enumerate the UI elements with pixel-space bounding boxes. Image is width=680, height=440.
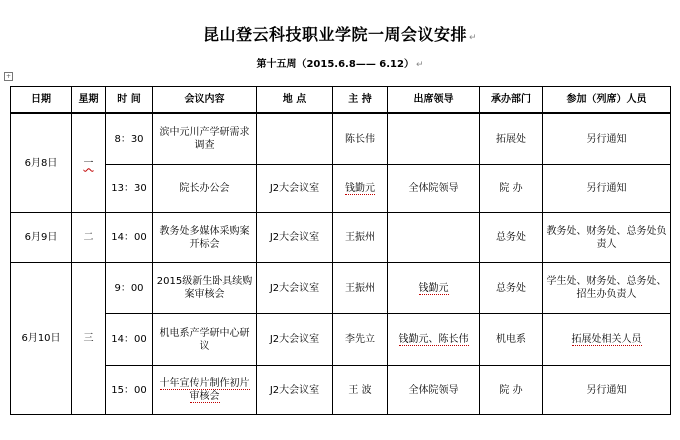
document-subtitle (0, 55, 680, 70)
date-cell: 6月10日 (11, 263, 72, 415)
location-cell: J2大会议室 (257, 213, 333, 263)
header-leaders: 出席领导 (388, 87, 480, 114)
host-cell: 李先立 (333, 314, 388, 366)
content-cell: 机电系产学研中心研议 (153, 314, 257, 366)
content-text: 十年宣传片制作初片审核会 (159, 378, 250, 402)
host-cell: 陈长伟 (333, 113, 388, 165)
header-dept: 承办部门 (480, 87, 543, 114)
time-cell: 14：00 (106, 213, 153, 263)
weekday-cell: 二 (72, 213, 106, 263)
table-header-row (11, 87, 671, 114)
location-cell: J2大会议室 (257, 366, 333, 415)
document-subtitle-text: 第十五周（2015.6.8—— 6.12） (256, 59, 414, 70)
table-row (11, 165, 671, 213)
leaders-cell (388, 263, 480, 314)
attendees-cell: 教务处、财务处、总务处负责人 (543, 213, 671, 263)
time-cell: 15：00 (106, 366, 153, 415)
leaders-text: 钱勤元、陈长伟 (398, 334, 469, 345)
content-cell: 教务处多媒体采购案开标会 (153, 213, 257, 263)
attendees-cell: 学生处、财务处、总务处、招生办负责人 (543, 263, 671, 314)
header-weekday: 星期 (72, 87, 106, 114)
attendees-cell: 另行通知 (543, 165, 671, 213)
host-cell: 王振州 (333, 213, 388, 263)
header-location: 地 点 (257, 87, 333, 114)
leaders-cell: 全体院领导 (388, 366, 480, 415)
location-cell: J2大会议室 (257, 314, 333, 366)
table-move-handle-icon[interactable]: + (5, 73, 12, 80)
table-row (11, 314, 671, 366)
leaders-cell (388, 314, 480, 366)
host-cell: 王振州 (333, 263, 388, 314)
host-text: 钱勤元 (345, 183, 375, 194)
content-cell: 滨中元川产学研需求调查 (153, 113, 257, 165)
dept-cell: 总务处 (480, 263, 543, 314)
attendees-text: 拓展处相关人员 (571, 334, 642, 345)
dept-cell: 院 办 (480, 366, 543, 415)
date-cell: 6月8日 (11, 113, 72, 213)
table-row (11, 263, 671, 314)
leaders-cell (388, 213, 480, 263)
weekday-text: 一 (83, 157, 94, 169)
header-date: 日期 (11, 87, 72, 114)
header-host: 主 持 (333, 87, 388, 114)
meeting-schedule-table (10, 86, 671, 415)
leaders-text: 钱勤元 (418, 282, 449, 294)
time-cell: 13：30 (106, 165, 153, 213)
header-attendees: 参加（列席）人员 (543, 87, 671, 114)
table-row (11, 366, 671, 415)
host-cell (333, 165, 388, 213)
host-cell: 王 波 (333, 366, 388, 415)
leaders-cell (388, 113, 480, 165)
header-time: 时 间 (106, 87, 153, 114)
attendees-cell: 另行通知 (543, 366, 671, 415)
location-cell: J2大会议室 (257, 165, 333, 213)
dept-cell: 总务处 (480, 213, 543, 263)
leaders-cell: 全体院领导 (388, 165, 480, 213)
header-content: 会议内容 (153, 87, 257, 114)
dept-cell: 拓展处 (480, 113, 543, 165)
time-cell: 8：30 (106, 113, 153, 165)
document-title (0, 22, 680, 45)
dept-cell: 院 办 (480, 165, 543, 213)
weekday-cell: 三 (72, 263, 106, 415)
document-title-text: 昆山登云科技职业学院一周会议安排 (202, 25, 467, 44)
content-cell: 院长办公会 (153, 165, 257, 213)
content-cell (153, 366, 257, 415)
content-cell: 2015级新生卧具续购案审核会 (153, 263, 257, 314)
time-cell: 9：00 (106, 263, 153, 314)
location-cell (257, 113, 333, 165)
attendees-cell: 另行通知 (543, 113, 671, 165)
paragraph-mark: ↵ (415, 60, 424, 70)
location-cell: J2大会议室 (257, 263, 333, 314)
dept-cell: 机电系 (480, 314, 543, 366)
table-row (11, 113, 671, 165)
attendees-cell (543, 314, 671, 366)
weekday-cell (72, 113, 106, 213)
paragraph-mark: ↵ (468, 33, 478, 43)
time-cell: 14：00 (106, 314, 153, 366)
table-row (11, 213, 671, 263)
date-cell: 6月9日 (11, 213, 72, 263)
